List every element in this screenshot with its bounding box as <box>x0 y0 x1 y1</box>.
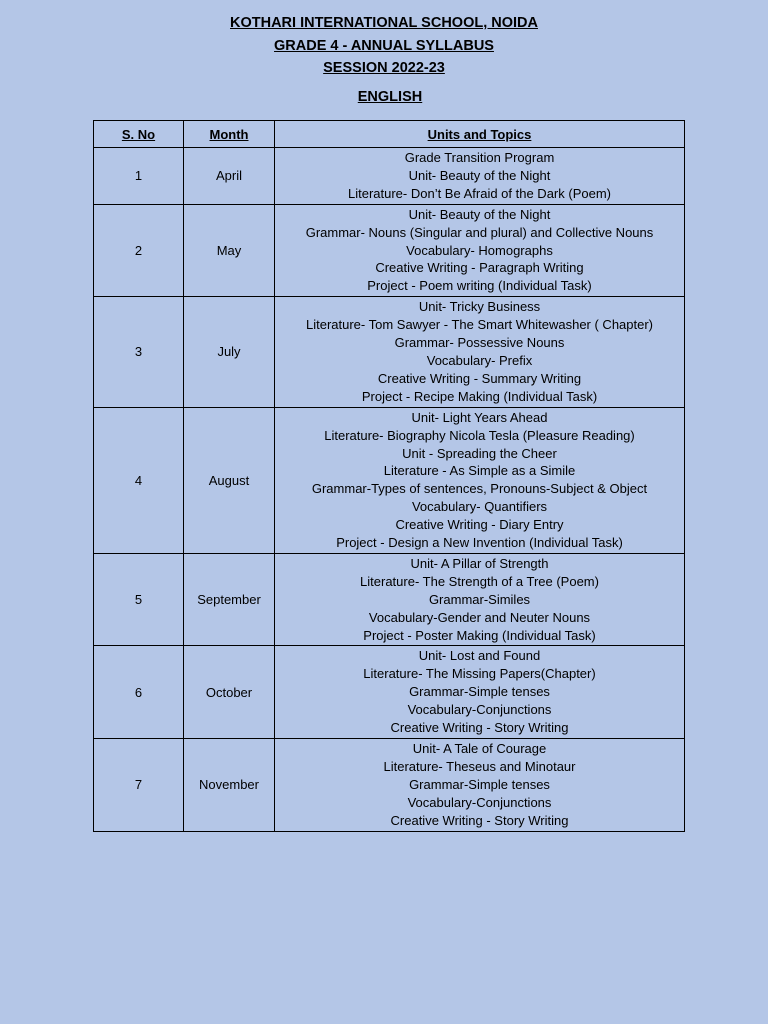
topics-cell <box>275 739 685 832</box>
topic-line: Project - Recipe Making (Individual Task) <box>361 388 598 404</box>
topic-line: Grammar-Simple tenses <box>409 684 550 700</box>
topic-line: Grammar- Possessive Nouns <box>394 335 565 351</box>
topic-line: Unit- Light Years Ahead <box>411 409 548 425</box>
column-header-topics: Units and Topics <box>275 121 685 148</box>
serial-number-cell: 2 <box>94 204 184 297</box>
column-header-month: Month <box>184 121 275 148</box>
table-row <box>94 646 685 739</box>
topic-line: Project - Design a New Invention (Individual Task) <box>336 535 623 551</box>
serial-number-cell: 4 <box>94 407 184 553</box>
serial-number-cell: 3 <box>94 297 184 407</box>
topic-line: Creative Writing - Summary Writing <box>377 370 582 386</box>
table-row <box>94 297 685 407</box>
topic-line: Vocabulary- Quantifiers <box>411 499 548 515</box>
month-cell: November <box>184 739 275 832</box>
table-row <box>94 553 685 646</box>
month-cell: October <box>184 646 275 739</box>
school-name: KOTHARI INTERNATIONAL SCHOOL, NOIDA <box>230 15 538 31</box>
table-row <box>94 148 685 205</box>
topic-line: Grammar-Simple tenses <box>409 776 550 792</box>
topic-line: Unit - Spreading the Cheer <box>402 445 557 461</box>
topic-line: Unit- A Pillar of Strength <box>410 555 549 571</box>
topic-line: Literature- The Missing Papers(Chapter) <box>363 666 596 682</box>
document-header <box>0 12 768 80</box>
topic-line: Vocabulary- Prefix <box>426 352 533 368</box>
topics-cell <box>275 148 685 205</box>
serial-number-cell: 5 <box>94 553 184 646</box>
topic-line: Vocabulary-Conjunctions <box>407 702 552 718</box>
topics-cell <box>275 297 685 407</box>
topic-line: Unit- Beauty of the Night <box>408 206 551 222</box>
topic-line: Literature- Theseus and Minotaur <box>383 758 576 774</box>
topic-line: Literature- The Strength of a Tree (Poem) <box>360 573 599 589</box>
topic-line: Vocabulary- Homographs <box>406 242 553 258</box>
topic-line: Literature- Tom Sawyer - The Smart Whitewasher ( Chapter) <box>305 317 654 333</box>
topic-line: Grade Transition Program <box>404 150 555 165</box>
month-cell: September <box>184 553 275 646</box>
syllabus-table <box>93 120 685 832</box>
table-row <box>94 739 685 832</box>
topic-line: Vocabulary-Conjunctions <box>407 794 552 810</box>
month-cell: May <box>184 204 275 297</box>
subject-title: ENGLISH <box>357 89 423 105</box>
topics-cell <box>275 204 685 297</box>
month-cell: July <box>184 297 275 407</box>
topic-line: Grammar- Nouns (Singular and plural) and Collective Nouns <box>305 224 654 240</box>
topic-line: Project - Poster Making (Individual Task) <box>363 627 596 643</box>
topic-line: Grammar-Similes <box>428 591 531 607</box>
topic-line: Literature- Biography Nicola Tesla (Pleasure Reading) <box>324 427 635 443</box>
topic-line: Creative Writing - Diary Entry <box>395 517 564 533</box>
topic-line: Creative Writing - Story Writing <box>390 812 569 828</box>
serial-number-cell: 7 <box>94 739 184 832</box>
topics-cell <box>275 646 685 739</box>
table-body <box>94 148 685 832</box>
topic-line: Creative Writing - Story Writing <box>390 720 569 736</box>
month-cell: April <box>184 148 275 205</box>
topic-line: Literature - As Simple as a Simile <box>383 463 576 479</box>
topic-line: Vocabulary-Gender and Neuter Nouns <box>368 609 591 625</box>
session-title: SESSION 2022-23 <box>323 60 445 76</box>
topic-line: Unit- A Tale of Courage <box>412 741 547 756</box>
topic-line: Unit- Tricky Business <box>418 299 541 315</box>
table-row <box>94 407 685 553</box>
grade-title: GRADE 4 - ANNUAL SYLLABUS <box>274 37 494 54</box>
topic-line: Unit- Lost and Found <box>418 648 541 664</box>
topics-cell <box>275 553 685 646</box>
table-row <box>94 204 685 297</box>
topic-line: Project - Poem writing (Individual Task) <box>367 278 592 294</box>
topic-line: Literature- Don’t Be Afraid of the Dark (Poem) <box>347 185 611 201</box>
topics-cell <box>275 407 685 553</box>
topic-line: Grammar-Types of sentences, Pronouns-Subject & Object <box>311 481 648 497</box>
topic-line: Unit- Beauty of the Night <box>408 167 551 183</box>
topic-line: Creative Writing - Paragraph Writing <box>375 260 584 276</box>
serial-number-cell: 1 <box>94 148 184 205</box>
table-header-row <box>94 121 685 148</box>
month-cell: August <box>184 407 275 553</box>
serial-number-cell: 6 <box>94 646 184 739</box>
column-header-sno: S. No <box>94 121 184 148</box>
